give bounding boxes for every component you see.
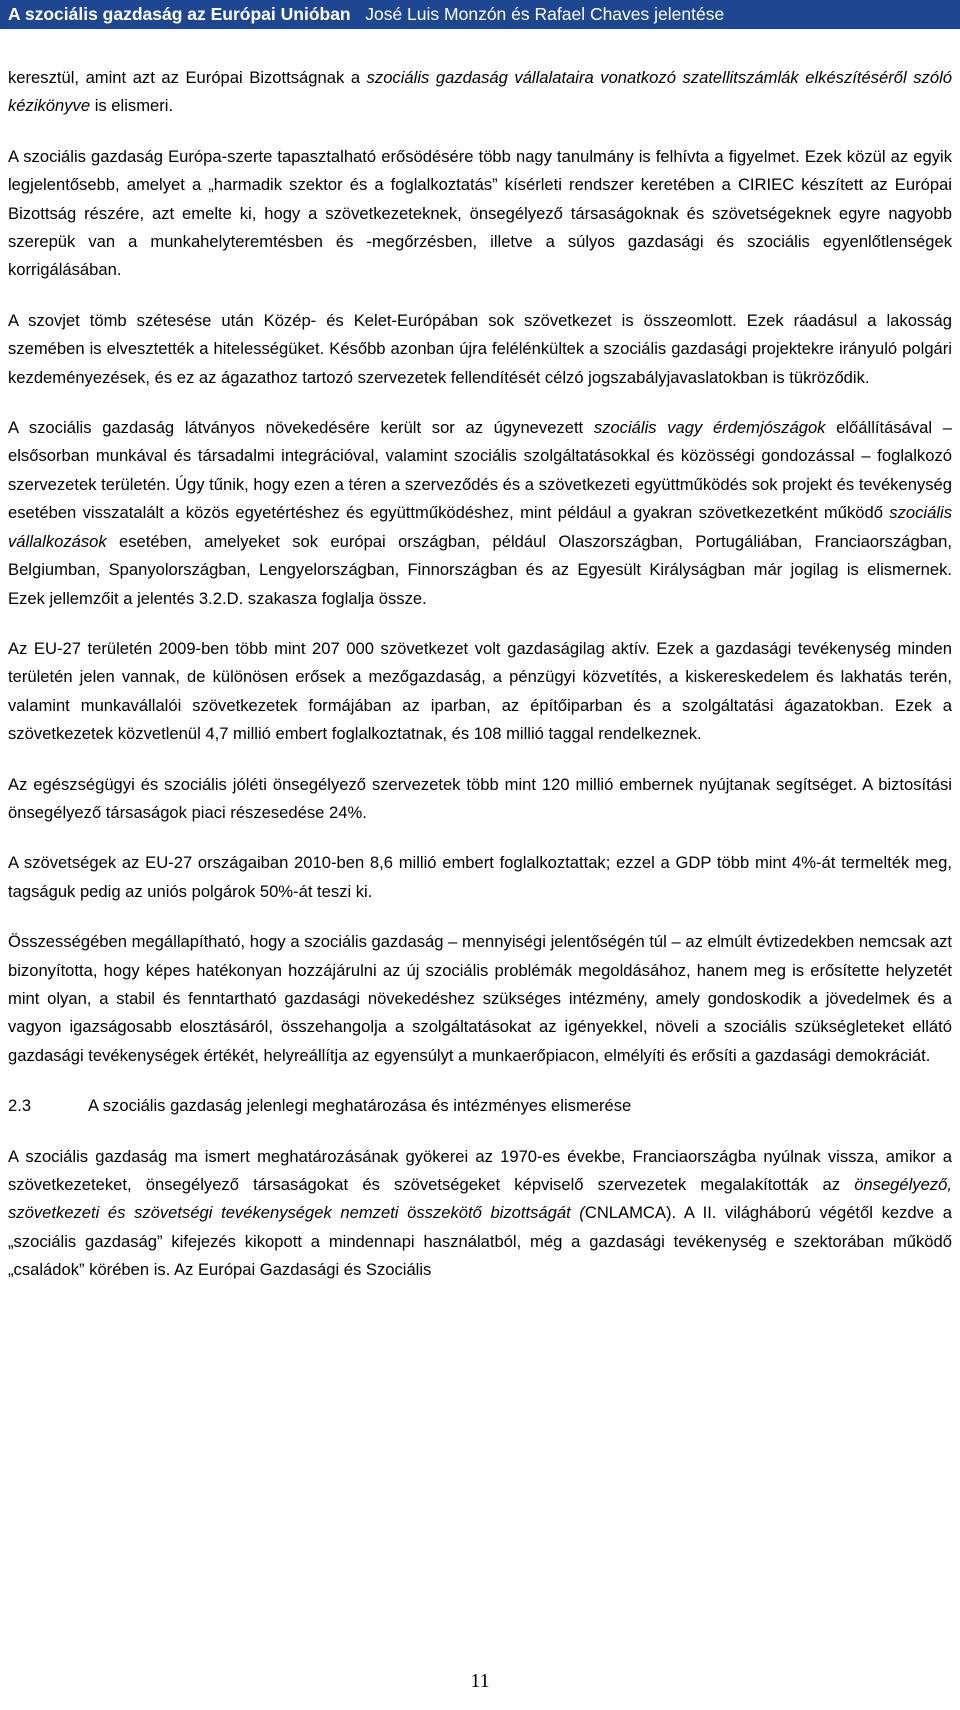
italic-text: szociális gazdaság vállalataira vonatkozó szatellitszámlák elkészítéséről szóló kézikönyve: [8, 68, 952, 116]
italic-text: szociális vagy érdemjószágok: [593, 418, 826, 438]
section-title: A szociális gazdaság jelenlegi meghatározása és intézményes elismerése: [88, 1096, 632, 1116]
text-run: esetében, amelyeket sok európai országban, például Olaszországban, Portugáliában, Franciaországban, Belgiumban, Spanyolországban, Lengyelországban, Finnországban és az Egyesült Királyságban már jogilag is elismernek. Ezek jellemzőit a jelentés 3.2.D. szakasza foglalja össze.: [8, 531, 952, 608]
text-run: A szociális gazdaság ma ismert meghatározásának gyökerei az 1970-es évekbe, Franciaországba nyúlnak vissza, amikor a szövetkezeteket, önsegélyező társaságokat és szövetségeket képviselő szervezetek megalakították az: [8, 1146, 952, 1194]
page-header: [0, 0, 960, 29]
paragraph-5: Az EU-27 területén 2009-ben több mint 207 000 szövetkezet volt gazdaságilag aktív. Ezek a gazdasági tevékenység minden területén jelen vannak, de különösen erősek a mezőgazdaság, a pénzügyi közvetítés, a kiskereskedelem és lakhatás terén, valamint munkavállalói szövetkezetek formájában az iparban, az építőiparban és a szolgáltatási ágazatokban. Ezek a szövetkezetek közvetlenül 4,7 millió embert foglalkoztatnak, és 108 millió taggal rendelkeznek.: [8, 638, 952, 744]
header-title: A szociális gazdaság az Európai Unióban: [8, 4, 351, 24]
page-number: 11: [470, 1670, 490, 1692]
paragraph-3: A szovjet tömb szétesése után Közép- és Kelet-Európában sok szövetkezet is összeomlott. Ezek ráadásul a lakosság szemében is elvesztették a hitelességüket. Később azonban újra felélénkültek a szociális gazdasági projektekre irányuló polgári kezdeményezések, és ez az ágazathoz tartozó szervezetek fellendítését célzó jogszabályjavaslatokban is tükröződik.: [8, 310, 952, 387]
header-authors: José Luis Monzón és Rafael Chaves jelentése: [365, 4, 725, 24]
paragraph-8: Összességében megállapítható, hogy a szociális gazdaság – mennyiségi jelentőségén túl – az elmúlt évtizedekben nemcsak azt bizonyította, hogy képes hatékonyan hozzájárulni az új szociális problémák megoldásához, hanem meg is erősítette helyzetét mint olyan, a stabil és fenntartható gazdasági növekedéshez szükséges intézmény, amely gondoskodik a jövedelmek és a vagyon igazságosabb elosztásáról, összehangolja a szolgáltatásokat az igényekkel, növeli a szociális szükségleteket ellátó gazdasági tevékenységek értékét, helyreállítja az egyensúlyt a munkaerőpiacon, elmélyíti és erősíti a gazdasági demokráciát.: [8, 932, 952, 1065]
italic-text: szociális vállalkozások: [8, 503, 952, 551]
text-run: előállításával – elsősorban munkával és társadalmi integrációval, valamint szociális szolgáltatásokkal és közösségi gondozással – foglalkozó szervezetek területén. Úgy tűnik, hogy ezen a téren a szerveződés és a szövetkezeti együttműködés sok projekt és tevékenység esetében visszatalált a közös egyetértéshez és együttműködéshez, mint például a gyakran szövetkezetként működő: [8, 418, 952, 523]
paragraph-1: [8, 64, 952, 121]
paragraph-4: [8, 414, 952, 613]
paragraph-7: A szövetségek az EU-27 országaiban 2010-ben 8,6 millió embert foglalkoztattak; ezzel a GDP több mint 4%-át termelték meg, tagságuk pedig az uniós polgárok 50%-át teszi ki.: [8, 853, 952, 901]
italic-text: önsegélyező, szövetkezeti és szövetségi tevékenységek nemzeti összekötő bizottságát (: [8, 1175, 952, 1223]
text-run: is elismeri.: [90, 96, 174, 116]
section-heading: [8, 1092, 952, 1120]
text-run: A szociális gazdaság látványos növekedésére került sor az úgynevezett: [8, 418, 594, 438]
paragraph-9: [8, 1143, 952, 1285]
paragraph-6: Az egészségügyi és szociális jóléti önsegélyező szervezetek több mint 120 millió embernek nyújtanak segítséget. A biztosítási önsegélyező társaságok piaci részesedése 24%.: [8, 774, 952, 822]
text-run: ). A II. világháború végétől kezdve a „szociális gazdaság” kifejezés kikopott a mindennapi használatból, még a gazdasági tevékenység e szektorában működő „családok” körében is. Az Európai Gazdasági és Szociális: [8, 1203, 952, 1280]
section-number: 2.3: [8, 1096, 32, 1116]
text-run: CNLAMCA: [584, 1203, 666, 1223]
paragraph-2: A szociális gazdaság Európa-szerte tapasztalható erősödésére több nagy tanulmány is felhívta a figyelmet. Ezek közül az egyik legjelentősebb, amelyet a „harmadik szektor és a foglalkoztatás” kísérleti rendszer keretében a CIRIEC készített az Európai Bizottság részére, azt emelte ki, hogy a szövetkezeteknek, önsegélyező társaságoknak és szövetségeknek egyre nagyobb szerepük van a munkahelyteremtésben és -megőrzésben, illetve a súlyos gazdasági és szociális egyenlőtlenségek korrigálásában.: [8, 146, 952, 280]
text-run: keresztül, amint azt az Európai Bizottságnak a: [8, 68, 367, 87]
document-body: [8, 64, 952, 1285]
